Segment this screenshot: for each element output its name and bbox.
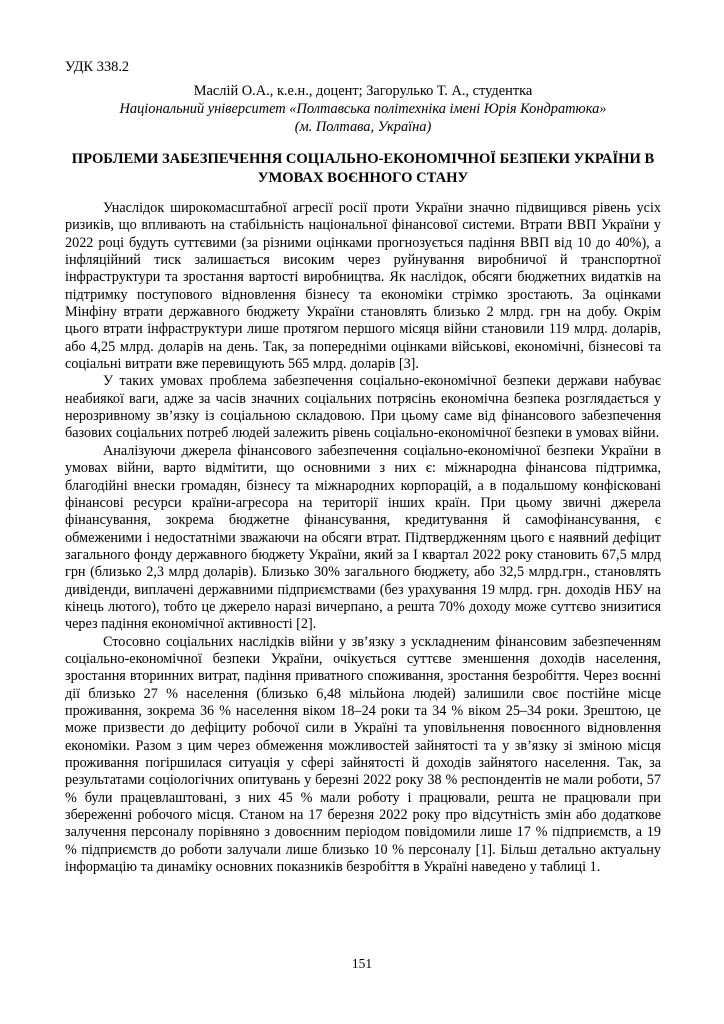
affiliation-line: Національний університет «Полтавська політехніка імені Юрія Кондратюка» (119, 101, 607, 117)
udc-code: УДК 338.2 (65, 59, 130, 75)
article-title: ПРОБЛЕМИ ЗАБЕЗПЕЧЕННЯ СОЦІАЛЬНО-ЕКОНОМІЧНОЇ БЕЗПЕКИ УКРАЇНИ В УМОВАХ ВОЄННОГО СТАНУ (71, 151, 655, 186)
body-paragraph-financing-sources: Аналізуючи джерела фінансового забезпечення соціально-економічної безпеки України в умовах війни, варто відмітити, що основними з них є: міжнародна фінансова підтримка, благодійні внески громадян, бізнесу та міжнародних корпорацій, а в подальшому конфісковані фінансові ресурси країни-агресора на території інших країн. При цьому звичні джерела фінансування, зокрема бюджетне фінансування, кредитування й самофінансування, є обмеженими і недостатніми зважаючи на обсяги втрат. Підтвердженням цього є наявний дефіцит загального фонду державного бюджету України, який за І квартал 2022 року становить 67,5 млрд грн (близько 2,3 млрд доларів). Близько 30% загального бюджету, або 32,5 млрд.грн., становлять дивіденди, виплачені державними підприємствами (без урахування 19 млрд. грн. доходів НБУ на кінець лютого), тобто це джерело наразі вичерпано, а решта 70% доходу може суттєво знизитися через падіння економічної активності [2]. (65, 442, 661, 633)
page-number: 151 (351, 956, 373, 971)
authors-line: Маслій О.А., к.е.н., доцент; Загорулько Т. А., студентка (193, 83, 533, 99)
body-paragraph-social-consequences: Стосовно соціальних наслідків війни у зв’язку з ускладненим фінансовим забезпеченням соціально-економічної безпеки України, очікується суттєве зменшення доходів населення, зростання вторинних витрат, падіння приватного споживання, зростання безробіття. Через воєнні дії близько 27 % населення (близько 6,48 мільйона людей) залишили своє постійне місце проживання, зокрема 36 % населення віком 18–24 роки та 34 % віком 25–34 роки. Зрештою, це може призвести до дефіциту робочої сили в Україні та уповільнення повоєнного відновлення економіки. Разом з цим через обмеження можливостей зайнятості та у зв’язку зі зміною місця проживання погіршилася ситуація у сфері зайнятості й доходів зайнятого населення. Так, за результатами соціологічних опитувань у березні 2022 року 38 % респондентів не мали роботи, 57 % були працевлаштовані, з них 45 % мали роботу і працювали, решта не працювали при збереженні робочого місця. Станом на 17 березня 2022 року про відсутність змін або додаткове залучення персоналу порівняно з довоєнним періодом повідомили лише 17 % підприємств, а 19 % підприємств до роботи залучали лише близько 10 % персоналу [1]. Більш детально актуальну інформацію та динаміку основних показників безробіття в Україні наведено у таблиці 1. (65, 633, 661, 876)
body-paragraph-security-problem: У таких умовах проблема забезпечення соціально-економічної безпеки держави набуває неабиякої ваги, адже за часів значних соціальних потрясінь економічна безпека розглядається у нерозривному зв’язку із соціальною складовою. При цьому саме від фінансового забезпечення базових соціальних потреб людей залежить рівень соціально-економічної безпеки в умовах війни. (65, 373, 661, 442)
location-line: (м. Полтава, Україна) (294, 119, 432, 135)
body-paragraph-intro: Унаслідок широкомасштабної агресії росії проти України значно підвищився рівень усіх ризиків, що впливають на стабільність національної фінансової системи. Втрати ВВП України у 2022 році будуть суттєвими (за різними оцінками прогнозується падіння ВВП від 10 до 40%), а інфляційний тиск залишається високим через руйнування виробничої й транспортної інфраструктури та зростання вартості виробництва. Як наслідок, обсяги бюджетних видатків на підтримку поступового відновлення бізнесу та економіки стрімко зростають. За оцінками Мінфіну втрати державного бюджету України становлять близько 2 млрд. грн на добу. Окрім цього втрати інфраструктури лише протягом першого місяця війни становили 119 млрд. доларів, або 4,25 млрд. доларів на день. Так, за попередніми оцінками військові, економічні, бізнесові та соціальні витрати вже перевищують 565 млрд. доларів [3]. (65, 200, 661, 373)
